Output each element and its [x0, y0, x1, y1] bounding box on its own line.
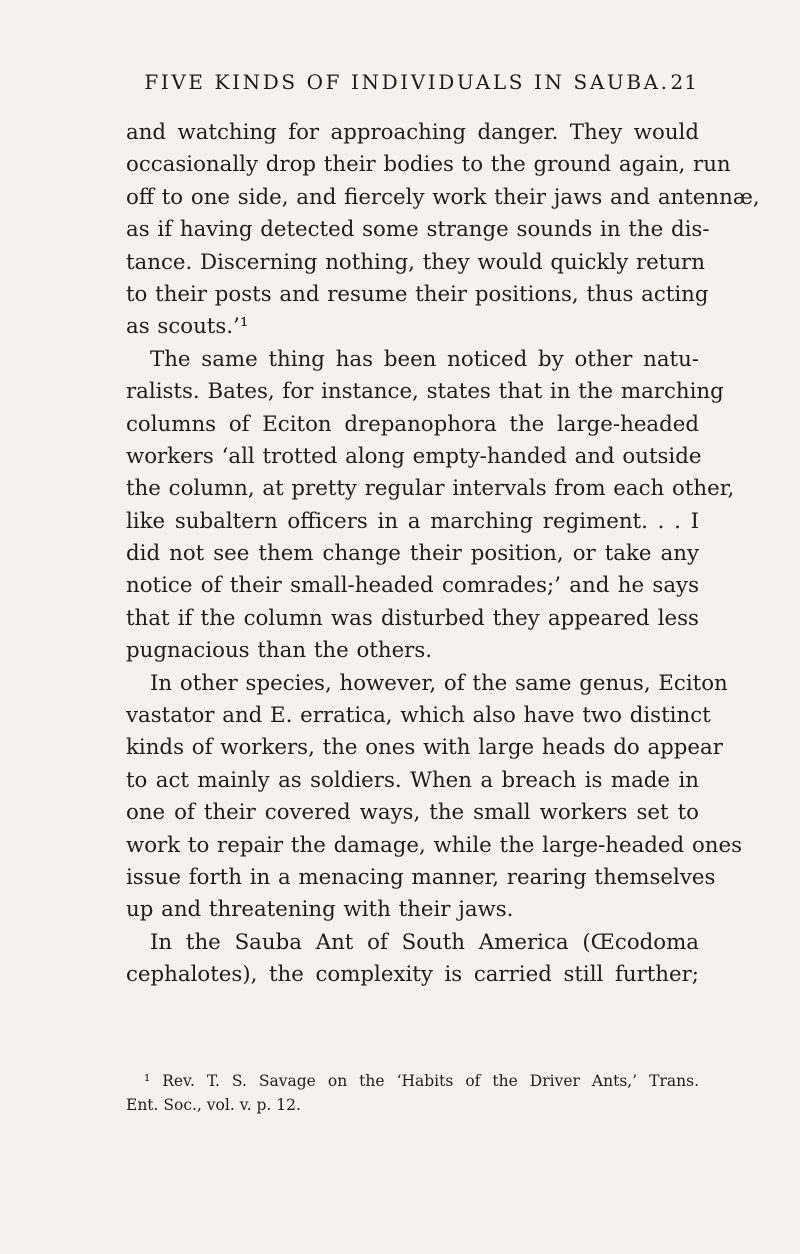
text-line: tance. Discerning nothing, they would quickly return: [126, 249, 705, 275]
text-line: as scouts.’¹: [126, 314, 249, 340]
text-line: columns of Eciton drepanophora the large-headed: [126, 411, 699, 437]
footnote-line: Ent. Soc., vol. v. p. 12.: [126, 1096, 301, 1114]
body-text: [126, 117, 760, 992]
text-line: as if having detected some strange sounds in the dis-: [126, 217, 710, 243]
text-line: the column, at pretty regular intervals from each other,: [126, 476, 735, 502]
text-line: notice of their small-headed comrades;’ and he says: [126, 573, 699, 599]
text-line: and watching for approaching danger. They would: [126, 120, 699, 145]
text-line: to their posts and resume their positions, thus acting: [126, 281, 709, 307]
text-line: like subaltern officers in a marching regiment. . . I: [126, 508, 699, 534]
text-line: to act mainly as soldiers. When a breach is made in: [126, 767, 699, 793]
footnote-line: ¹ Rev. T. S. Savage on the ‘Habits of the Driver Ants,’ Trans.: [144, 1072, 699, 1090]
text-line: pugnacious than the others.: [126, 638, 433, 664]
running-head: [116, 70, 698, 102]
text-line: vastator and E. erratica, which also have two distinct: [126, 703, 711, 729]
text-line: occasionally drop their bodies to the ground again, run: [126, 152, 731, 178]
text-line: issue forth in a menacing manner, rearing themselves: [126, 864, 716, 890]
text-line: ralists. Bates, for instance, states that in the marching: [126, 379, 724, 405]
text-line: did not see them change their position, or take any: [126, 541, 699, 567]
footnotes: [126, 1069, 699, 1117]
text-line: kinds of workers, the ones with large heads do appear: [126, 735, 723, 761]
running-title: FIVE KINDS OF INDIVIDUALS IN SAUBA.: [144, 70, 670, 94]
text-line: workers ‘all trotted along empty-handed and outside: [126, 443, 702, 469]
text-line: one of their covered ways, the small workers set to: [126, 800, 699, 826]
text-line: off to one side, and fiercely work their jaws and antennæ,: [126, 184, 760, 210]
text-line: that if the column was disturbed they appeared less: [126, 605, 699, 631]
text-line: cephalotes), the complexity is carried still further;: [126, 962, 699, 988]
text-line: work to repair the damage, while the large-headed ones: [126, 832, 743, 858]
page-number: 21: [670, 70, 698, 94]
text-line: up and threatening with their jaws.: [126, 897, 514, 923]
text-line: In other species, however, of the same genus, Eciton: [150, 670, 728, 696]
text-line: The same thing has been noticed by other natu-: [150, 346, 699, 372]
text-line: In the Sauba Ant of South America (Œcodoma: [150, 929, 699, 955]
